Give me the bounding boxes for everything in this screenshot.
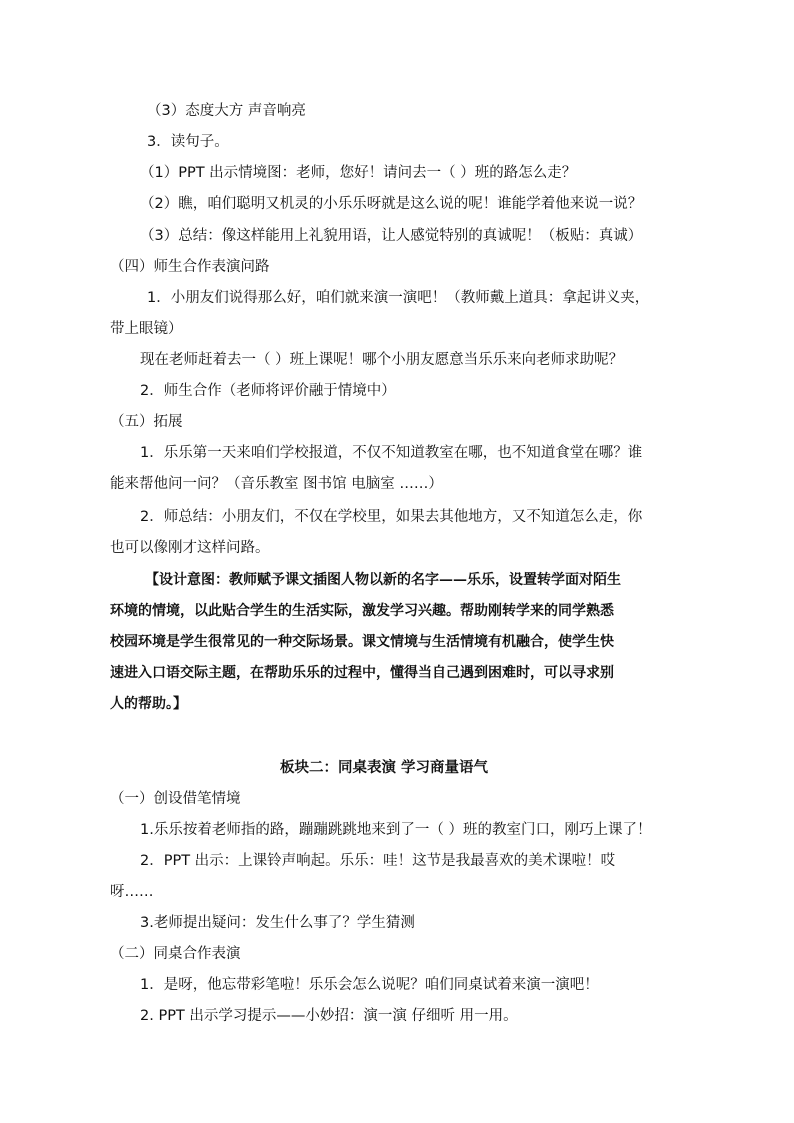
text-line: 3.老师提出疑问：发生什么事了？学生猜测 — [140, 915, 415, 931]
text-line: 1．小朋友们说得那么好，咱们就来演一演吧！（教师戴上道具：拿起讲义夹， — [147, 290, 650, 306]
text-line: 也可以像刚才这样问路。 — [110, 540, 270, 556]
text-line: （3）态度大方 声音响亮 — [147, 103, 306, 119]
text-line: 2．师总结：小朋友们，不仅在学校里，如果去其他地方，又不知道怎么走，你 — [140, 509, 643, 525]
text-line: （3）总结：像这样能用上礼貌用语，让人感觉特别的真诚呢！（板贴：真诚） — [140, 228, 643, 244]
section-heading: （二）同桌合作表演 — [110, 946, 241, 962]
design-intent-line: 速进入口语交际主题，在帮助乐乐的过程中，懂得当自己遇到困难时，可以寻求别 — [110, 665, 614, 681]
text-line: 2. PPT 出示学习提示——小妙招：演一演 仔细听 用一用。 — [140, 1008, 518, 1024]
section-heading: （五）拓展 — [110, 414, 183, 430]
text-line: 带上眼镜） — [110, 321, 183, 337]
text-line: （1）PPT 出示情境图：老师，您好！请问去一（ ）班的路怎么走？ — [140, 165, 577, 181]
design-intent-line: 校园环境是学生很常见的一种交际场景。课文情境与生活情境有机融合，使学生快 — [110, 634, 614, 650]
text-line: 1．是呀，他忘带彩笔啦！乐乐会怎么说呢？咱们同桌试着来演一演吧！ — [140, 977, 599, 993]
text-line: 现在老师赶着去一（ ）班上课呢！哪个小朋友愿意当乐乐来向老师求助呢？ — [140, 352, 624, 368]
text-line: 1．乐乐第一天来咱们学校报道，不仅不知道教室在哪，也不知道食堂在哪？谁 — [140, 445, 643, 461]
design-intent-line: 【设计意图：教师赋予课文插图人物以新的名字——乐乐，设置转学面对陌生 — [145, 572, 621, 588]
section-heading: （四）师生合作表演问路 — [110, 259, 270, 275]
design-intent-line: 人的帮助。】 — [110, 696, 187, 712]
text-line: 2．PPT 出示：上课铃声响起。乐乐：哇！这节是我最喜欢的美术课啦！哎 — [140, 853, 616, 869]
text-line: 2．师生合作（老师将评价融于情境中） — [140, 383, 396, 399]
block-title: 板块二：同桌表演 学习商量语气 — [280, 759, 489, 776]
text-line: 3．读句子。 — [147, 134, 229, 150]
text-line: 1.乐乐按着老师指的路，蹦蹦跳跳地来到了一（ ）班的教室门口，刚巧上课了！ — [140, 822, 652, 838]
design-intent-line: 环境的情境，以此贴合学生的生活实际，激发学习兴趣。帮助刚转学来的同学熟悉 — [110, 603, 614, 619]
section-heading: （一）创设借笔情境 — [110, 791, 241, 807]
text-line: 呀…… — [110, 884, 154, 900]
text-line: 能来帮他问一问？（音乐教室 图书馆 电脑室 ……） — [110, 476, 443, 492]
text-line: （2）瞧，咱们聪明又机灵的小乐乐呀就是这么说的呢！谁能学着他来说一说？ — [140, 196, 643, 212]
